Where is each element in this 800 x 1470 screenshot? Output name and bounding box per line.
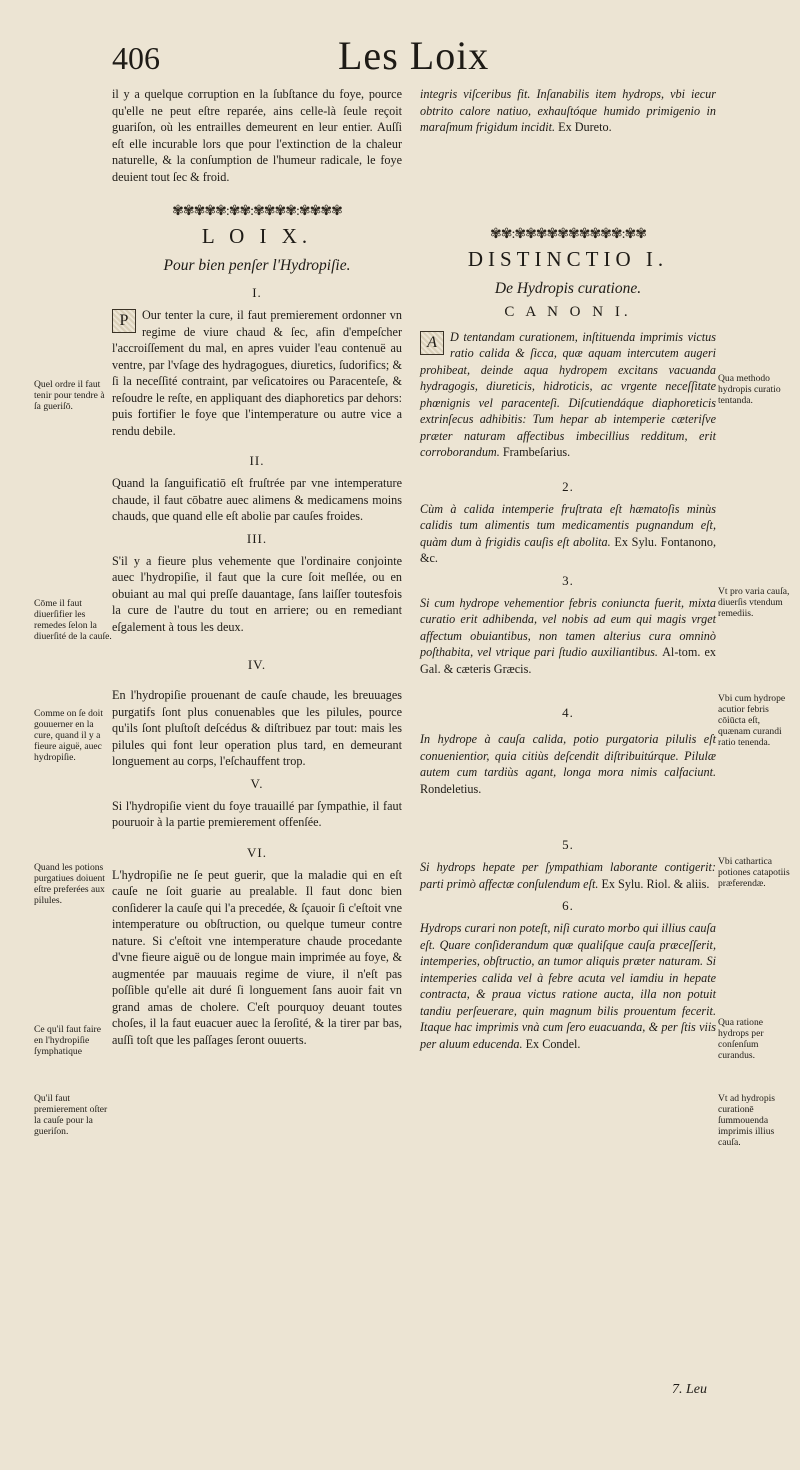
margin-note-3: Comme on ſe doit gouuerner en la cure, quand il y a fieure aiguë, auec hydropiſie. bbox=[34, 708, 104, 763]
canon-2-body: Cùm à calida intemperie fruſtrata eſt hæmatoſis minùs calidis tum alimentis tum medicamentis pugnandum eſt, quàm dum à frigidis cauſis eſt abolita. bbox=[420, 501, 716, 549]
right-section-title: DISTINCTIO I. bbox=[467, 246, 669, 271]
right-margin-note-6: Vt ad hydropis curationē ſummouenda imprimis illius cauſa. bbox=[718, 1093, 776, 1148]
law-number-4: IV. bbox=[247, 657, 267, 672]
right-intro-text: integris viſceribus fit. Inſanabilis item hydrops, vbi iecur obtrito calore natiuo, exhauſtóque humido primigenio in maraſmum frigidum incidit. bbox=[420, 87, 716, 134]
canon-4-body: In hydrope à cauſa calida, potio purgatoria pilulis eſt conuenientior, quia citiùs deſcendit diſtribuitúrque. Pilulæ autem cum tardiùs agant, longa mora nimis calfaciunt. bbox=[420, 732, 716, 779]
law-1-text bbox=[112, 307, 402, 439]
right-ornament-band: ✾✾:✾✾✾✾✾✾✾✾✾✾:✾✾ bbox=[489, 226, 646, 242]
canon-4-text bbox=[420, 731, 716, 797]
margin-note-5: Ce qu'il faut faire en l'hydropiſie ſymphatique bbox=[34, 1024, 101, 1057]
canon-6-source: Ex Condel. bbox=[525, 1036, 581, 1051]
catchword: 7. Leu bbox=[672, 1382, 707, 1397]
law-number-5: V. bbox=[250, 775, 264, 791]
right-margin-note-3: Vbi cum hydrope acutior febris cōiūcta eſt, quænam curandi ratio tenenda. bbox=[718, 693, 786, 748]
canon-6-text bbox=[420, 920, 716, 1052]
margin-note-4: Quand les potions purgatiues doiuent eſtre preferées aux pilules. bbox=[34, 862, 105, 906]
canon-5-text bbox=[420, 859, 716, 892]
canon-heading: C A N O N I. bbox=[504, 303, 632, 320]
law-number-3: III. bbox=[246, 530, 268, 546]
law-number-6: VI. bbox=[247, 844, 267, 860]
canon-number-2: 2. bbox=[562, 478, 574, 494]
law-5-text: Si l'hydropiſie vient du foye trauaillé par ſympathie, il faut pouruoir à la partie premierement offenſée. bbox=[112, 798, 402, 829]
canon-2-text bbox=[420, 501, 716, 567]
right-column bbox=[420, 86, 716, 1052]
canon-number-5: 5. bbox=[562, 837, 574, 852]
canon-3-text bbox=[420, 595, 716, 678]
canon-number-4: 4. bbox=[562, 705, 574, 720]
law-3-text: S'il y a fieure plus vehemente que l'ordinaire conjointe auec l'hydropiſie, il faut que la cure ſoit meſlée, ou en obuiant au mal qui preſſe dauantage, ſans laiſſer toutesfois la cure de l'autre du tout en arriere; ou en remediant eſgalement à tous les deux. bbox=[112, 553, 402, 634]
dropcap-initial-right: A bbox=[420, 331, 444, 355]
canon-number-3: 3. bbox=[562, 572, 574, 588]
right-section-subtitle: De Hydropis curatione. bbox=[494, 279, 642, 297]
canon-5-source: Ex Sylu. Riol. & aliis. bbox=[601, 876, 710, 891]
law-6-text: L'hydropiſie ne ſe peut guerir, que la maladie qui en eſt cauſe ne ſoit guarie au prealable. Il faut donc bien conſiderer la cauſe qui l'a precedée, & ſçauoir ſi c'eſtoit vne intemperature ou obſtruction, ou quelque tumeur contre nature. Si c'eſtoit vne intemperature chaude procedante d'vne fieure aiguë ou de longue main imprimée au foye, & augmentée par mauuais regime de viure, il n'eſt pas poſſible qu'elle ait duré ſi longuement ſans auoir fait vn grand amas de cholere. C'eſt pourquoy deuant toutes choſes, il la faut euacuer auec la ſeroſité, & la tirer par bas, auſſi toſt que les paſſages ſeront ouuerts. bbox=[112, 867, 402, 1047]
canon-2-source: Ex Sylu. Fontanono, &c. bbox=[420, 534, 716, 565]
right-margin-note-4: Vbi cathartica potiones catapotiis præferendæ. bbox=[718, 856, 790, 889]
canon-3-source: Al-tom. ex Gal. & cæteris Græcis. bbox=[420, 645, 717, 676]
page-number: 406 bbox=[112, 40, 160, 76]
canon-1-body: D tentandam curationem, inſtituenda imprimis victus ratio calida & ſicca, quæ aquam intercutem augeri prohibeat, deinde aqua hydropem excitans vacuanda hydragogis, diureticis, hidroticis, ac vrgente neceſſitate phœnignis vel paracenteſi. Diſcutiendáque diaphoreticis extrinſecus adhibitis: Tum hepar ab intemperie cæteriſve præter naturam affectibus imbecillius redditum, erit corroborandum. bbox=[420, 329, 716, 459]
canon-1-text bbox=[420, 329, 716, 461]
canon-3-body: Si cum hydrope vehementior febris coniuncta fuerit, mixta curatio erit adhibenda, vel nobis ad eum qui magis vrget affectum obuiantibus, non tamen alterius cura omninò poſthabita, vel vtrique pari ſtudio auxiliantibus. bbox=[420, 595, 716, 659]
canon-number-6: 6. bbox=[562, 898, 574, 913]
dropcap-initial: P bbox=[112, 309, 136, 333]
left-intro-paragraph: il y a quelque corruption en la ſubſtance du foye, pource qu'elle ne peut eſtre reparée, ains celle-là ſeule reçoit guariſon, où les entrailles demeurent en leur entier. Auſſi eſt elle incurable lors que pour l'extinction de la chaleur naturelle, & la conſumption de l'humeur radicale, le foye deuient tout ſec & froid. bbox=[112, 87, 402, 184]
right-intro-source: Ex Dureto. bbox=[558, 120, 612, 134]
canon-1-source: Frambeſarius. bbox=[502, 445, 571, 459]
canon-4-source: Rondeletius. bbox=[420, 781, 482, 796]
margin-note-2: Cōme il faut diuerſifier les remedes ſelon la diuerſité de la cauſe. bbox=[34, 598, 112, 642]
canon-5-body: Si hydrops hepate per ſympathiam laborante contigerit: parti primò affectæ conſulendum eſt. bbox=[420, 860, 716, 891]
right-margin-note-2: Vt pro varia cauſa, diuerſis vtendum remediis. bbox=[718, 586, 790, 619]
law-number-1: I. bbox=[252, 285, 262, 300]
margin-note-6: Qu'il faut premierement oſter la cauſe pour la gueriſon. bbox=[34, 1093, 108, 1137]
right-intro-paragraph bbox=[420, 86, 716, 136]
left-section-subtitle: Pour bien penſer l'Hydropiſie. bbox=[163, 257, 351, 274]
law-4-text: En l'hydropiſie prouenant de cauſe chaude, les breuuages purgatifs ſont plus conuenables que les pilules, pource qu'ils ſont pluſtoſt deſcédus & diſtribuez par tout: mais les pilules qui font leur operation plus tard, en demeurant longuement au corps, l'eſchauffent trop. bbox=[112, 688, 402, 768]
running-title: Les Loix bbox=[338, 33, 490, 78]
left-column bbox=[112, 86, 402, 1048]
right-margin-note-5: Qua ratione hydrops per conſenſum curandus. bbox=[718, 1017, 764, 1061]
law-number-2: II. bbox=[249, 453, 265, 468]
law-2-text: Quand la ſanguificatiō eſt fruſtrée par vne intemperature chaude, il faut cōbatre auec alimens & medicamens moins chauds, que quand elle eſt abolie par cauſes froides. bbox=[112, 476, 402, 523]
left-section-title: L O I X. bbox=[201, 224, 313, 248]
law-1-body: Our tenter la cure, il faut premierement ordonner vn regime de viure chaud & ſec, afin d'empeſcher l'accroiſſement du mal, en apres vuider l'eau contenuë au ventre, par l'vſage des hydragogues, diuretics, ſudorifics; & ſi la neceſſité contraint, par veſicatoires ou Paracenteſe, & reſoudre le reſte, en appliquant des diaphoretics par dehors: puis fortifier le foye que l'intemperature ou autre vice a rendu debile. bbox=[112, 308, 402, 438]
margin-note-1: Quel ordre il faut tenir pour tendre à ſa gueriſō. bbox=[34, 379, 105, 412]
left-ornament-band: ✾✾✾✾✾:✾✾:✾✾✾✾:✾✾✾✾ bbox=[172, 204, 342, 219]
right-margin-note-1: Qua methodo hydropis curatio tentanda. bbox=[718, 373, 781, 406]
canon-6-body: Hydrops curari non poteſt, niſi curato morbo qui illius cauſa eſt. Quare conſiderandum quæ qualiſque cauſa præceſſerit, intemperies, obſtructio, an tumor aliquis præter naturam. Si intemperies calida vel à febre acuta vel iamdiu in hepate contracta, & praua victus ratione aucta, illa non potuit tandiu perſeuerare, quin magnum bilis prouentum fecerit. Itaque hac imprimis vnà cum ſero euacuanda, & per ſtis viis per aluum educenda. bbox=[420, 921, 716, 1051]
